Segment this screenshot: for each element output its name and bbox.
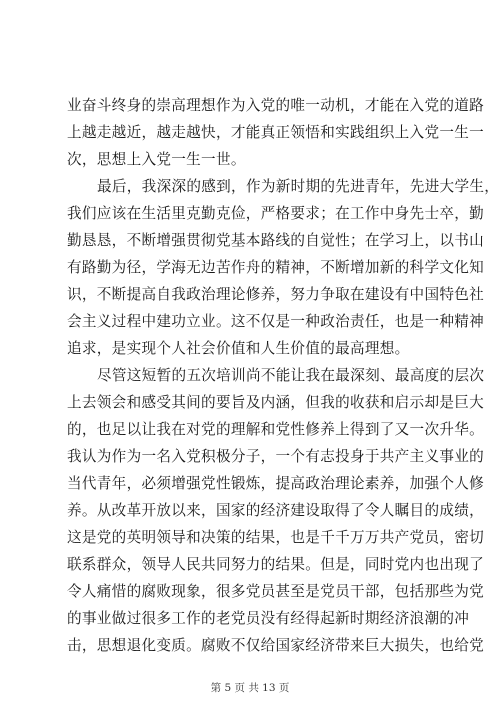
text-line: 联系群众，领导人民共同努力的结果。但是，同时党内也出现了 (67, 556, 485, 573)
paragraph-first-line: 最后，我深深的感到，作为新时期的先进青年，先进大学生， (97, 178, 500, 195)
text-line: 养。从改革开放以来，国家的经济建设取得了令人瞩目的成绩， (67, 502, 485, 519)
text-line: 勤恳恳，不断增强贯彻党基本路线的自觉性；在学习上，以书山 (67, 232, 485, 249)
text-line: 我们应该在生活里克勤克俭，严格要求；在工作中身先士卒，勤 (67, 205, 485, 222)
text-line: 有路勤为径，学海无边苦作舟的精神，不断增加新的科学文化知 (67, 259, 485, 276)
text-line: 的，也足以让我在对党的理解和党性修养上得到了又一次升华。 (67, 421, 485, 438)
text-line: 识，不断提高自我政治理论修养，努力争取在建设有中国特色社 (67, 286, 485, 303)
text-line: 会主义过程中建功立业。这不仅是一种政治责任，也是一种精神 (67, 313, 485, 330)
text-line: 的事业做过很多工作的老党员没有经得起新时期经济浪潮的冲 (67, 610, 470, 627)
text-line: 击，思想退化变质。腐败不仅给国家经济带来巨大损失，也给党 (67, 637, 485, 654)
text-line: 上去领会和感受其间的要旨及内涵，但我的收获和启示却是巨大 (67, 394, 485, 411)
document-body (67, 92, 500, 659)
text-line: 这是党的英明领导和决策的结果，也是千千万万共产党员，密切 (67, 529, 485, 546)
text-line: 业奋斗终身的崇高理想作为入党的唯一动机，才能在入党的道路 (67, 97, 485, 114)
text-line: 令人痛惜的腐败现象，很多党员甚至是党员干部，包括那些为党 (67, 583, 485, 600)
text-line: 次，思想上入党一生一世。 (67, 151, 246, 168)
text-line: 追求，是实现个人社会价值和人生价值的最高理想。 (67, 340, 410, 357)
text-line: 上越走越近，越走越快，才能真正领悟和实践组织上入党一生一 (67, 124, 485, 141)
text-line: 当代青年，必须增强党性锻炼，提高政治理论素养，加强个人修 (67, 475, 485, 492)
paragraph-first-line: 尽管这短暂的五次培训尚不能让我在最深刻、最高度的层次 (97, 367, 485, 384)
page-number-footer: 第 5 页 共 13 页 (210, 682, 290, 694)
text-line: 我认为作为一名入党积极分子，一个有志投身于共产主义事业的 (67, 448, 485, 465)
